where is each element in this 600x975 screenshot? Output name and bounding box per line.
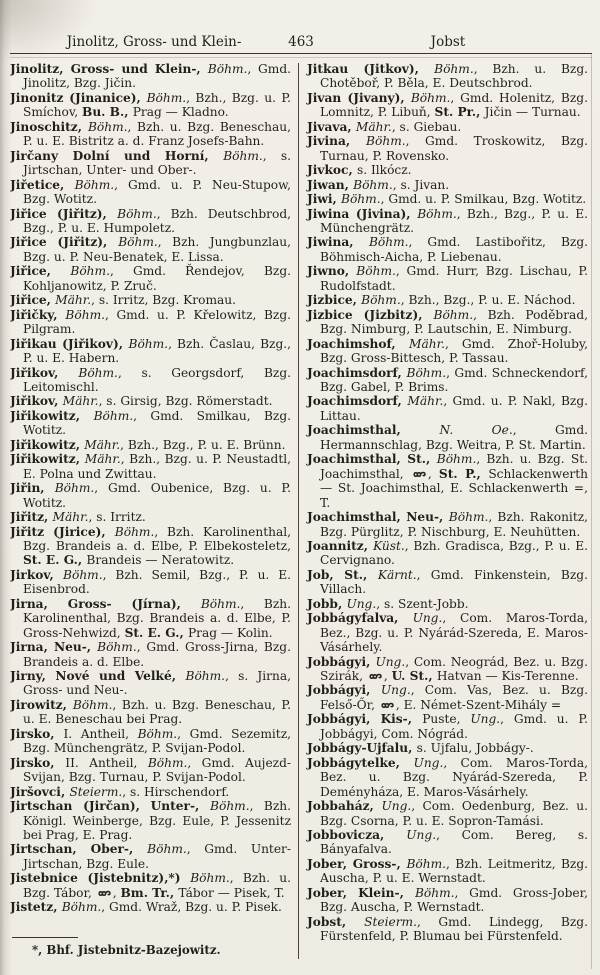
entry-text: , Bzh. Rakonitz, Bzg. Pürglitz, P. Nischburg, E. Neuhütten. — [320, 510, 589, 539]
entry-italic-text: Böhm. — [114, 524, 155, 539]
gazetteer-entry — [10, 394, 291, 408]
gazetteer-entry — [10, 120, 291, 149]
gazetteer-entry — [307, 91, 588, 120]
entry-bold-text: Bm. Tr., — [120, 885, 179, 900]
entry-text: , Gmd. Wraž, Bzg. u. P. Pisek. — [101, 900, 282, 915]
entry-text: , s. Girsig, Bzg. Römerstadt. — [98, 394, 273, 409]
entry-text: , s. Georgsdorf, Bzg. Leitomischl. — [23, 365, 291, 394]
entry-italic-text: Böhm. — [74, 177, 115, 192]
entry-italic-text: Böhm. — [366, 134, 406, 149]
entry-bold-text: Joachimsdorf, — [307, 394, 408, 409]
entry-text: Jičin — Turnau. — [484, 105, 581, 120]
gazetteer-entry — [307, 337, 588, 366]
entry-bold-text: Jiwan, — [307, 177, 354, 192]
gazetteer-entry — [10, 293, 291, 307]
entry-bold-text: Jiwina, — [307, 235, 369, 250]
entry-bold-text: Job, St., — [307, 567, 378, 582]
entry-italic-text: Böhm. — [436, 452, 477, 467]
entry-italic-text: Böhm. — [65, 307, 105, 322]
entry-text: , Com. Oedenburg, Bez. u. Bzg. Csorna, P. u. E. Sopron-Tamási. — [320, 799, 588, 828]
entry-text: , Bzh. Jungbunzlau, Bzg. u. P. Neu-Benatek, E. Lissa. — [23, 235, 291, 264]
entry-bold-text: Jirsko, — [10, 755, 66, 770]
entry-italic-text: Böhm. — [190, 871, 230, 886]
footnote-rule — [12, 937, 78, 938]
entry-text: Brandeis — Neratowitz. — [86, 553, 235, 568]
gazetteer-entry — [307, 886, 588, 915]
entry-text: , Gmd. Hurr, Bzg. Lischau, P. Rudolfstadt. — [320, 264, 588, 293]
entry-bold-text: St. E. G., — [23, 553, 87, 568]
gazetteer-entry — [307, 741, 588, 755]
page-number: 463 — [288, 34, 314, 50]
entry-text: , Gmd. Gross-Jober, Bzg. Auscha, P. Wernstadt. — [320, 885, 588, 915]
entry-text: , Bzh., Bzg. u. P. Neustadtl, E. Polna und Zwittau. — [23, 452, 291, 481]
entry-text: II. Antheil, — [65, 755, 148, 770]
entry-italic-text: Böhm. — [146, 90, 187, 105]
entry-bold-text: Joachimsthal, St., — [307, 452, 437, 467]
gazetteer-entry — [10, 900, 291, 914]
entry-italic-text: Böhm. — [87, 119, 128, 134]
entry-italic-text: Küst. — [373, 538, 405, 553]
gazetteer-entry — [307, 264, 588, 293]
entry-text: , Gmd. u. P. Nakl, Bzg. Littau. — [320, 394, 588, 423]
entry-italic-text: Böhm. — [118, 235, 158, 250]
entry-text: Schlackenwerth — St. Joachimsthal, E. Schlackenwerth =, T. — [320, 466, 588, 510]
entry-italic-text: Böhm. — [70, 264, 110, 279]
gazetteer-entry — [10, 669, 291, 698]
entry-italic-text: Ung. — [412, 611, 443, 626]
entry-bold-text: Jiřetice, — [10, 177, 75, 192]
text-columns — [10, 62, 592, 959]
entry-bold-text: Jivkoc, — [307, 163, 357, 178]
entry-text: , Com. Vas, Bez. u. Bzg. Felső-Őr, — [320, 683, 588, 712]
entry-text: , Gmd. Finkenstein, Bzg. Villach. — [320, 567, 588, 597]
entry-bold-text: Jirny, Nové und Velké, — [10, 669, 186, 684]
entry-text: , — [427, 466, 439, 481]
entry-text: , s. Jirna, Gross- und Neu-. — [23, 669, 291, 698]
entry-bold-text: Bu. B., — [82, 105, 133, 120]
gazetteer-entry — [10, 235, 291, 264]
entry-bold-text: Jiřice (Jiřitz), — [10, 235, 119, 250]
entry-bold-text: Jiřitz, — [10, 510, 53, 525]
gazetteer-entry — [10, 640, 291, 669]
entry-text: Tábor — Pisek, T. — [178, 885, 285, 900]
entry-text: , Bzh., Bzg. u. P. Smíchov, — [23, 90, 291, 120]
entry-bold-text: Jiwi, — [307, 192, 342, 207]
gazetteer-entry — [307, 655, 588, 684]
entry-text: , Bzh., Bzg., P. u. E. Münchengrätz. — [320, 206, 588, 235]
gazetteer-entry — [307, 192, 588, 206]
gazetteer-entry — [307, 828, 588, 857]
gazetteer-entry — [307, 611, 588, 654]
entry-italic-text: Böhm. — [361, 293, 401, 308]
entry-text: , Gmd. Lastibořitz, Bzg. Böhmisch-Aicha, P. Liebenau. — [320, 235, 589, 264]
entry-bold-text: Jiřice, — [10, 293, 56, 308]
gazetteer-entry — [307, 452, 588, 510]
gazetteer-entry — [10, 568, 291, 597]
entry-bold-text: Jinoschitz, — [10, 119, 88, 134]
entry-italic-text: Böhm. — [200, 596, 241, 611]
entry-bold-text: Jivina, — [307, 134, 367, 149]
entry-italic-text: Böhm. — [356, 264, 396, 279]
entry-italic-text: Böhm. — [406, 365, 447, 380]
entry-italic-text: Böhm. — [137, 726, 178, 741]
gazetteer-entry — [307, 178, 588, 192]
gazetteer-entry — [307, 423, 588, 452]
entry-italic-text: Steierm. — [364, 914, 417, 929]
entry-bold-text: Jobbágyi, — [307, 654, 376, 669]
posthorn-icon — [380, 701, 395, 710]
gazetteer-entry — [10, 727, 291, 756]
posthorn-icon — [97, 889, 112, 898]
entry-text: , Bzh. u. Bzg. Beneschau, P. u. E. Bistritz a. d. Franz Josefs-Bahn. — [23, 119, 291, 149]
gazetteer-entry — [307, 366, 588, 395]
entry-text: , Com. Maros-Torda, Bez., Bzg. u. P. Nyárád-Szereda, E. Maros-Vásárhely. — [320, 611, 588, 655]
entry-bold-text: Jiřičky, — [10, 307, 66, 322]
entry-italic-text: Böhm. — [185, 669, 226, 684]
entry-italic-text: Böhm. — [97, 640, 137, 655]
entry-text: , Gmd. Troskowitz, Bzg. Turnau, P. Rovensko. — [320, 134, 588, 163]
gazetteer-entry — [307, 683, 588, 712]
gazetteer-entry — [10, 799, 291, 842]
entry-text: , s. Szent-Jobb. — [376, 596, 469, 611]
entry-italic-text: Böhm. — [210, 799, 250, 814]
entry-text: , s. Jirtschan, Unter- und Ober-. — [23, 148, 291, 178]
gazetteer-entry — [10, 525, 291, 568]
entry-bold-text: Jirowitz, — [10, 697, 73, 712]
gazetteer-entry — [307, 712, 588, 741]
gazetteer-entry — [10, 481, 291, 510]
entry-text: , Bzh. Poděbrad, Bzg. Nimburg, P. Lautschin, E. Nimburg. — [320, 307, 588, 337]
entry-italic-text: Ung. — [381, 799, 412, 814]
gazetteer-entry — [10, 842, 291, 871]
entry-text: , Com. Bereg, s. Bányafalva. — [320, 828, 588, 857]
entry-text: , Gmd. Zhoř-Holuby, Bzg. Gross-Bittesch, P. Tassau. — [320, 336, 589, 366]
entry-bold-text: Jobbágyi, — [307, 683, 381, 698]
entry-italic-text: Böhm. — [207, 62, 248, 76]
entry-italic-text: Ung. — [380, 683, 411, 698]
entry-bold-text: Jobst, — [307, 914, 365, 929]
entry-text: , s. Giebau. — [391, 119, 462, 134]
entry-bold-text: Jinonitz (Jinanice), — [10, 90, 147, 105]
entry-bold-text: Jirkov, — [10, 567, 64, 582]
entry-italic-text: Mähr. — [62, 394, 99, 409]
entry-bold-text: Jiřikov, — [10, 394, 63, 409]
entry-italic-text: Böhm. — [93, 408, 134, 423]
entry-bold-text: Jiřikowitz, — [10, 408, 94, 423]
entry-bold-text: St. P., — [438, 466, 489, 481]
entry-bold-text: Jiwno, — [307, 264, 357, 279]
entry-italic-text: N. Oe. — [439, 423, 513, 438]
entry-text: , Gmd. Oubenice, Bzg. u. P. Wotitz. — [23, 481, 291, 510]
entry-text: , Gmd. Unter-Jirtschan, Bzg. Eule. — [23, 842, 291, 871]
entry-text: Puste, — [422, 712, 471, 727]
entry-italic-text: Böhm. — [78, 365, 118, 380]
footnote-text: *, Bhf. Jistebnitz-Bazejowitz. — [32, 942, 221, 957]
entry-italic-text: Böhm. — [414, 885, 455, 900]
entry-italic-text: Böhm. — [448, 510, 489, 525]
entry-bold-text: Jivan (Jivany), — [307, 90, 411, 105]
entry-text: , Bzh. u. Bzg. Chotěboř, P. Běla, E. Deutschbrod. — [320, 62, 589, 91]
entry-italic-text: Böhm. — [147, 755, 188, 770]
gazetteer-entry — [307, 293, 588, 307]
entry-italic-text: Ung. — [413, 755, 444, 770]
entry-bold-text: St. Pr., — [434, 105, 485, 120]
entry-bold-text: Joachimsdorf, — [307, 365, 407, 380]
entry-italic-text: Mähr. — [407, 394, 444, 409]
entry-text: , Gmd. Lindegg, Bzg. Fürstenfeld, P. Blumau bei Fürstenfeld. — [320, 914, 588, 944]
entry-text: , Bzh. Karolinenthal, Bzg. Brandeis a. d. Elbe, P. Gross-Nehwizd, — [23, 596, 292, 640]
entry-italic-text: Böhm. — [410, 90, 451, 105]
entry-text: , Bzh. u. Bzg. St. Joachimsthal, — [320, 452, 588, 481]
entry-italic-text: Mähr. — [409, 336, 445, 351]
running-head-right-title: Jobst — [430, 34, 466, 50]
running-head — [10, 34, 592, 53]
entry-italic-text: Steierm. — [69, 784, 123, 799]
entry-text: , Bzh. Leitmeritz, Bzg. Auscha, P. u. E. Wernstadt. — [320, 856, 589, 886]
entry-text: , Bzh., Bzg., P. u. E. Brünn. — [120, 437, 286, 452]
entry-italic-text: Böhm. — [63, 567, 103, 582]
entry-italic-text: Mähr. — [55, 293, 92, 308]
gazetteer-entry — [10, 149, 291, 178]
entry-italic-text: Böhm. — [147, 842, 187, 857]
gazetteer-entry — [10, 597, 291, 640]
entry-italic-text: Mähr. — [355, 119, 392, 134]
entry-bold-text: Jiřikov, — [10, 365, 79, 380]
footnote-block — [10, 931, 291, 959]
gazetteer-entry — [307, 235, 588, 264]
entry-text: , Com. Maros-Torda, Bez. u. Bzg. Nyárád-Szereda, P. Deményháza, E. Maros-Vásárhely. — [320, 755, 588, 799]
entry-italic-text: Böhm. — [341, 192, 381, 207]
gazetteer-entry — [307, 394, 588, 423]
entry-text: , Gmd. u. P. Smilkau, Bzg. Wotitz. — [380, 192, 587, 207]
entry-text: , Gmd. Holenitz, Bzg. Lomnitz, P. Libuň, — [320, 90, 588, 120]
entry-bold-text: Jobbovicza, — [307, 828, 407, 843]
right-column — [299, 62, 592, 959]
entry-text: , Gmd. Smilkau, Bzg. Wotitz. — [23, 408, 291, 438]
gazetteer-entry — [307, 163, 588, 177]
page-edge-line — [591, 54, 592, 969]
entry-bold-text: Jiřikowitz, — [10, 452, 85, 467]
entry-text: Prag — Kolin. — [187, 625, 273, 640]
entry-text: , Bzh. u. Bzg. Beneschau, P. u. E. Beneschau bei Prag. — [23, 697, 291, 727]
entry-text: , Bzh. Časlau, Bzg., P. u. E. Habern. — [23, 336, 292, 366]
entry-text: , — [112, 885, 121, 900]
entry-italic-text: Böhm. — [61, 900, 102, 915]
gazetteer-entry — [307, 207, 588, 236]
entry-bold-text: Jobb, — [307, 596, 347, 611]
entry-italic-text: Böhm. — [353, 177, 393, 192]
entry-italic-text: Mähr. — [84, 437, 121, 452]
entry-text: s. Ujfalu, Jobbágy-. — [416, 741, 534, 756]
entry-italic-text: Ung. — [406, 828, 437, 843]
entry-italic-text: Böhm. — [223, 148, 263, 163]
entry-bold-text: Jirsko, — [10, 726, 64, 741]
entry-bold-text: Jizbice (Jizbitz), — [307, 307, 434, 322]
entry-bold-text: Jiřice, — [10, 264, 71, 279]
entry-text: , Gmd. u. P. Křelowitz, Bzg. Pilgram. — [23, 307, 291, 337]
entry-italic-text: Böhm. — [406, 856, 447, 871]
entry-bold-text: Jiřikowitz, — [10, 437, 85, 452]
gazetteer-entry — [307, 915, 588, 944]
entry-text: , Gmd. u. P. Neu-Stupow, Bzg. Wotitz. — [23, 177, 291, 207]
gazetteer-entry — [307, 756, 588, 799]
entry-italic-text: Ung. — [346, 596, 377, 611]
entry-text: , Bzh. Gradisca, Bzg., P. u. E. Cervignano. — [320, 538, 588, 568]
entry-text: s. Ilkócz. — [356, 163, 412, 178]
gazetteer-entry — [307, 120, 588, 134]
entry-italic-text: Böhm. — [117, 206, 157, 221]
entry-text: Hatvan — Kis-Terenne. — [436, 669, 579, 684]
entry-italic-text: Kärnt. — [377, 567, 417, 582]
entry-bold-text: Jizbice, — [307, 293, 362, 308]
gazetteer-entry — [307, 134, 588, 163]
gazetteer-entry — [10, 438, 291, 452]
entry-bold-text: Jobbágytelke, — [307, 755, 414, 770]
gazetteer-entry — [307, 308, 588, 337]
gazetteer-entry — [10, 452, 291, 481]
gazetteer-entry — [10, 871, 291, 900]
entry-italic-text: Böhm. — [433, 307, 474, 322]
entry-text: , Bzh. Königl. Weinberge, Bzg. Eule, P. Jessenitz bei Prag, E. Prag. — [23, 799, 291, 843]
entry-bold-text: Jistetz, — [10, 900, 62, 915]
entry-bold-text: Joachimshof, — [307, 336, 410, 351]
entry-bold-text: Jiřitz (Jirice), — [10, 524, 115, 539]
entry-italic-text: Böhm. — [72, 697, 113, 712]
entry-bold-text: Joannitz, — [307, 538, 374, 553]
entry-bold-text: U. St., — [391, 669, 437, 684]
entry-bold-text: Jiršovci, — [10, 784, 70, 799]
left-column — [10, 62, 298, 959]
gazetteer-entry — [10, 337, 291, 366]
entry-bold-text: Jober, Klein-, — [307, 885, 415, 900]
entry-bold-text: Jirčany Dolní und Horní, — [10, 148, 224, 163]
gazetteer-entry — [307, 568, 588, 597]
entry-text: , Bzh. Semil, Bzg., P. u. E. Eisenbrod. — [23, 567, 292, 597]
entry-text: , s. Hirschendorf. — [122, 784, 230, 799]
gazetteer-entry — [10, 698, 291, 727]
entry-text: , Bzh. Deutschbrod, Bzg., P. u. E. Humpoletz. — [23, 206, 291, 235]
entry-italic-text: Ung. — [470, 712, 501, 727]
running-head-left-title: Jinolitz, Gross- und Klein- — [66, 34, 242, 50]
entry-text: , Gmd. Gross-Jirna, Bzg. Brandeis a. d. Elbe. — [23, 640, 291, 669]
gazetteer-entry — [10, 785, 291, 799]
gazetteer-entry — [307, 62, 588, 91]
gazetteer-entry — [10, 207, 291, 236]
entry-italic-text: Böhm. — [434, 62, 474, 76]
gazetteer-entry — [307, 857, 588, 886]
entry-bold-text: Jitkau (Jitkov), — [307, 62, 435, 76]
gazetteer-entry — [307, 597, 588, 611]
entry-text: , Gmd. Aujezd-Svijan, Bzg. Turnau, P. Svijan-Podol. — [23, 755, 292, 785]
entry-italic-text: Böhm. — [54, 481, 95, 496]
entry-bold-text: Jirtschan, Ober-, — [10, 842, 148, 857]
gazetteer-entry — [10, 264, 291, 293]
entry-bold-text: Jiřikau (Jiřikov), — [10, 336, 129, 351]
entry-text: Prag — Kladno. — [132, 105, 229, 120]
posthorn-icon — [368, 672, 383, 681]
entry-bold-text: Joachimsthal, Neu-, — [307, 510, 449, 525]
entry-bold-text: St. E. G., — [124, 625, 188, 640]
entry-text: , Gmd. Řendejov, Bzg. Kohljanowitz, P. Zruč. — [23, 264, 291, 293]
entry-text: , Gmd. u. P. Jobbágyi, Com. Nógrád. — [320, 712, 588, 741]
gazetteer-entry — [307, 510, 588, 539]
entry-bold-text: Jirna, Gross- (Jírna), — [10, 596, 201, 611]
entry-italic-text: Mähr. — [52, 510, 89, 525]
entry-bold-text: Joachimsthal, — [307, 423, 440, 438]
entry-text: , s. Irritz, Bzg. Kromau. — [91, 293, 237, 308]
posthorn-icon — [412, 470, 427, 479]
entry-italic-text: Böhm. — [368, 235, 409, 250]
gazetteer-entry — [10, 366, 291, 395]
gazetteer-entry — [10, 756, 291, 785]
entry-text: , Gmd. Schneckendorf, Bzg. Gabel, P. Brims. — [320, 365, 588, 394]
entry-bold-text: Jivava, — [307, 119, 356, 134]
entry-bold-text: Jobbágyi, Kis-, — [307, 712, 423, 727]
entry-text: I. Antheil, — [63, 726, 138, 741]
entry-bold-text: Jiřice (Jiřitz), — [10, 206, 118, 221]
entry-bold-text: Jirna, Neu-, — [10, 640, 98, 655]
entry-italic-text: Mähr. — [84, 452, 121, 467]
entry-italic-text: Böhm. — [417, 206, 457, 221]
entry-italic-text: Ung. — [375, 654, 406, 669]
entry-text: , Bzh., Bzg., P. u. E. Náchod. — [400, 293, 576, 308]
entry-bold-text: Jiřin, — [10, 481, 55, 496]
entry-text: , Gmd. Hermannschlag, Bzg. Weitra, P. St. Martin. — [320, 423, 588, 452]
entry-italic-text: Böhm. — [128, 336, 169, 351]
gazetteer-entry — [10, 91, 291, 120]
entry-bold-text: Jirtschan (Jirčan), Unter-, — [10, 799, 211, 814]
gazetteer-entry — [10, 409, 291, 438]
gazetteer-entry — [10, 308, 291, 337]
gazetteer-entry — [10, 510, 291, 524]
entry-text: , s. Irritz. — [88, 510, 146, 525]
entry-bold-text: Jistebnice (Jistebnitz),*) — [10, 871, 191, 886]
gazetteer-entry — [10, 62, 291, 91]
entry-bold-text: Jobbágy-Ujfalu, — [307, 741, 417, 756]
entry-text: , Gmd. Jinolitz, Bzg. Jičin. — [23, 62, 291, 91]
entry-text: , E. Német-Szent-Mihály = — [395, 697, 562, 712]
entry-bold-text: Jobbaház, — [307, 799, 382, 814]
entry-text: , Com. Neográd, Bez. u. Bzg. Szirák, — [320, 654, 588, 684]
entry-bold-text: Jobbágyfalva, — [307, 611, 413, 626]
entry-bold-text: Jinolitz, Gross- und Klein-, — [10, 62, 208, 76]
entry-bold-text: Jober, Gross-, — [307, 856, 407, 871]
gazetteer-entry — [307, 539, 588, 568]
gazetteer-entry — [10, 178, 291, 207]
entry-text: , Gmd. Sezemitz, Bzg. Münchengrätz, P. Svijan-Podol. — [23, 726, 291, 756]
header-rule — [10, 53, 592, 58]
entry-bold-text: Jiwina (Jivina), — [307, 206, 418, 221]
gazetteer-entry — [307, 799, 588, 828]
entry-text: , Bzh. u. Bzg. Tábor, — [23, 871, 291, 900]
entry-text: , — [383, 669, 392, 684]
entry-text: , Bzh. Karolinenthal, Bzg. Brandeis a. d. Elbe, P. Elbekosteletz, — [23, 524, 291, 553]
entry-text: , s. Jivan. — [392, 177, 450, 192]
